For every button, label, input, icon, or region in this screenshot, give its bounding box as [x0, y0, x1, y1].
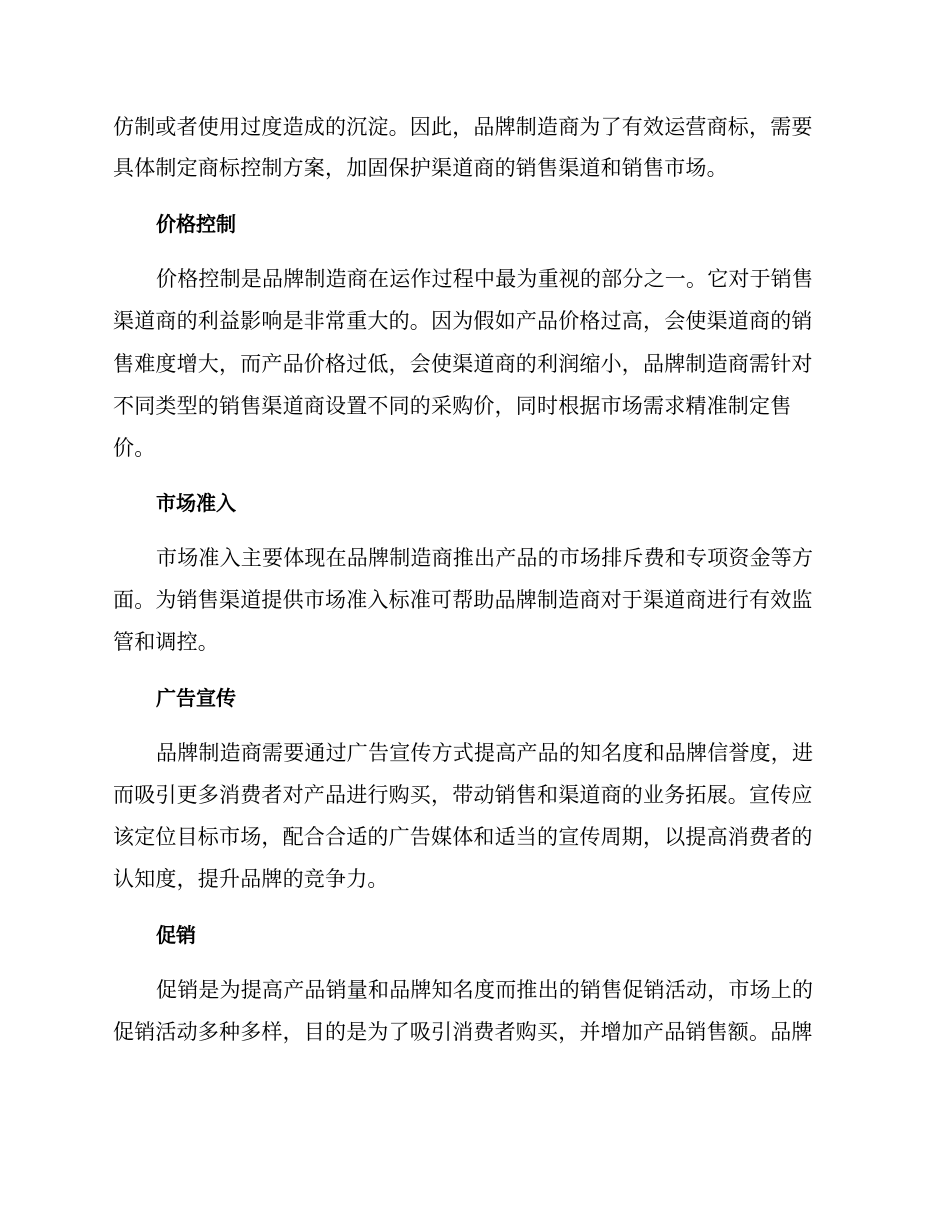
paragraph-line: 管和调控。	[113, 630, 219, 654]
section-heading-market-access: 市场准入	[156, 491, 236, 515]
paragraph-line: 该定位目标市场，配合合适的广告媒体和适当的宣传周期，以提高消费者的	[113, 825, 813, 849]
intro-line: 具体制定商标控制方案，加固保护渠道商的销售渠道和销售市场。	[113, 156, 728, 180]
paragraph-line: 不同类型的销售渠道商设置不同的采购价，同时根据市场需求精准制定售	[113, 394, 792, 418]
section-heading-price-control: 价格控制	[156, 212, 236, 236]
paragraph-line: 促销是为提高产品销量和品牌知名度而推出的销售促销活动，市场上的	[156, 978, 814, 1002]
paragraph-line: 渠道商的利益影响是非常重大的。因为假如产品价格过高，会使渠道商的销	[113, 309, 813, 333]
paragraph-line: 面。为销售渠道提供市场准入标准可帮助品牌制造商对于渠道商进行有效监	[113, 588, 813, 612]
paragraph-line: 认知度，提升品牌的竞争力。	[113, 867, 389, 891]
paragraph-line: 而吸引更多消费者对产品进行购买，带动销售和渠道商的业务拓展。宣传应	[113, 783, 813, 807]
section-heading-advertising: 广告宣传	[156, 686, 236, 710]
paragraph-line: 价格控制是品牌制造商在运作过程中最为重视的部分之一。它对于销售	[156, 267, 814, 291]
paragraph-line: 促销活动多种多样，目的是为了吸引消费者购买，并增加产品销售额。品牌	[113, 1020, 813, 1044]
paragraph-line: 市场准入主要体现在品牌制造商推出产品的市场排斥费和专项资金等方	[156, 546, 814, 570]
paragraph-line: 品牌制造商需要通过广告宣传方式提高产品的知名度和品牌信誉度，进	[156, 741, 814, 765]
intro-line: 仿制或者使用过度造成的沉淀。因此，品牌制造商为了有效运营商标，需要	[113, 115, 813, 139]
paragraph-line: 价。	[113, 436, 156, 460]
section-heading-promotion: 促销	[156, 923, 196, 947]
paragraph-line: 售难度增大，而产品价格过低，会使渠道商的利润缩小，品牌制造商需针对	[113, 352, 813, 376]
